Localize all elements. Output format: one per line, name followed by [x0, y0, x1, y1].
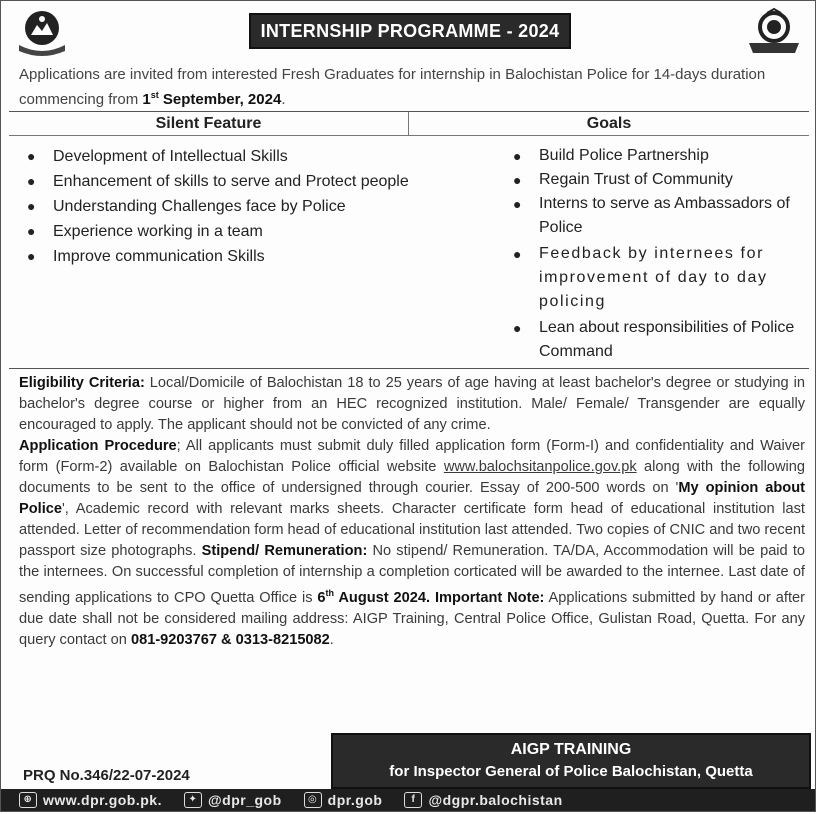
- list-item: ● Experience working in a team: [27, 223, 263, 240]
- intro-paragraph: Applications are invited from interested Fresh Graduates for internship in Balochistan Police for 14-days duration commencing from 1st September, 2024.: [19, 66, 766, 108]
- twitter-icon: ✦: [184, 792, 202, 808]
- signature-block: [331, 733, 811, 789]
- procedure-label: Application Procedure: [19, 438, 177, 454]
- instagram-icon: ◎: [304, 792, 322, 808]
- list-item: ● Development of Intellectual Skills: [27, 148, 288, 165]
- list-item: ● Feedback by internees for improvement of day to day policing: [513, 245, 768, 310]
- footer-web[interactable]: ⊕ www.dpr.gob.pk.: [19, 792, 162, 808]
- stipend-label: Stipend/ Remuneration:: [201, 543, 368, 559]
- website-link[interactable]: www.balochsitanpolice.gov.pk: [443, 459, 637, 475]
- government-emblem-icon: [13, 7, 71, 57]
- signature-title: AIGP TRAINING: [510, 741, 632, 758]
- globe-icon: ⊕: [19, 792, 37, 808]
- police-badge-icon: [745, 7, 803, 57]
- list-item: ● Understanding Challenges face by Police: [27, 198, 346, 215]
- facebook-icon: f: [404, 792, 422, 808]
- features-list: [19, 144, 459, 269]
- social-footer: [1, 789, 815, 811]
- important-note-label: Important Note:: [430, 589, 545, 606]
- footer-facebook[interactable]: f @dgpr.balochistan: [404, 792, 562, 808]
- list-item: ● Improve communication Skills: [27, 248, 265, 265]
- footer-twitter[interactable]: ✦ @dpr_gob: [184, 792, 282, 808]
- list-item: ● Regain Trust of Community: [513, 171, 733, 188]
- eligibility-label: Eligibility Criteria:: [19, 375, 145, 391]
- goals-list: [505, 144, 805, 364]
- contact-phones: 081-9203767 & 0313-8215082: [130, 631, 330, 648]
- list-item: ● Build Police Partnership: [513, 147, 709, 164]
- features-goals-table: [9, 111, 809, 369]
- list-item: ● Lean about responsibilities of Police Command: [513, 319, 795, 360]
- list-item: ● Interns to serve as Ambassadors of Police: [513, 195, 790, 236]
- page-title: INTERNSHIP PROGRAMME - 2024: [249, 13, 571, 49]
- body-text: Eligibility Criteria: Local/Domicile of Balochistan 18 to 25 years of age having at least bachelor's degree or studying in bachelor's degree course or higher from an HEC recognized institution. Male/ Female/ Transgender are equally encouraged to apply. The applicant should not be convicted of any crime. Application Procedure; All applicants must submit duly filled application form (Form-I) and confidentiality and Waiver form (Form-2) available on Balochistan Police official website www.balochsitanpolice.gov.pk along with the following documents to be sent to the office of undersigned through courier. Essay of 200-500 words on 'My opinion about Police', Academic record with relevant marks sheets. Character certificate form head of educational institution last attended. Letter of recommendation form head of educational institution last attended. Two copies of CNIC and two recent passport size photographs. Stipend/ Remuneration: No stipend/ Remuneration. TA/DA, Accommodation will be paid to the internees. On successful completion of internship a completion corticated will be awarded to the internee. Last date of sending applications to CPO Quetta Office is 6th August 2024. Important Note: Applications submitted by hand or after due date shall not be considered mailing address: AIGP Training, Central Police Office, Gulistan Road, Quetta. For any query contact on 081-9203767 & 0313-8215082.: [19, 375, 805, 648]
- goals-column-header: Goals: [409, 112, 809, 136]
- footer-instagram[interactable]: ◎ dpr.gob: [304, 792, 383, 808]
- prq-number: PRQ No.346/22-07-2024: [23, 767, 190, 784]
- list-item: ● Enhancement of skills to serve and Protect people: [27, 173, 409, 190]
- features-column-header: Silent Feature: [9, 112, 409, 136]
- signature-subtitle: for Inspector General of Police Balochistan, Quetta: [389, 763, 753, 780]
